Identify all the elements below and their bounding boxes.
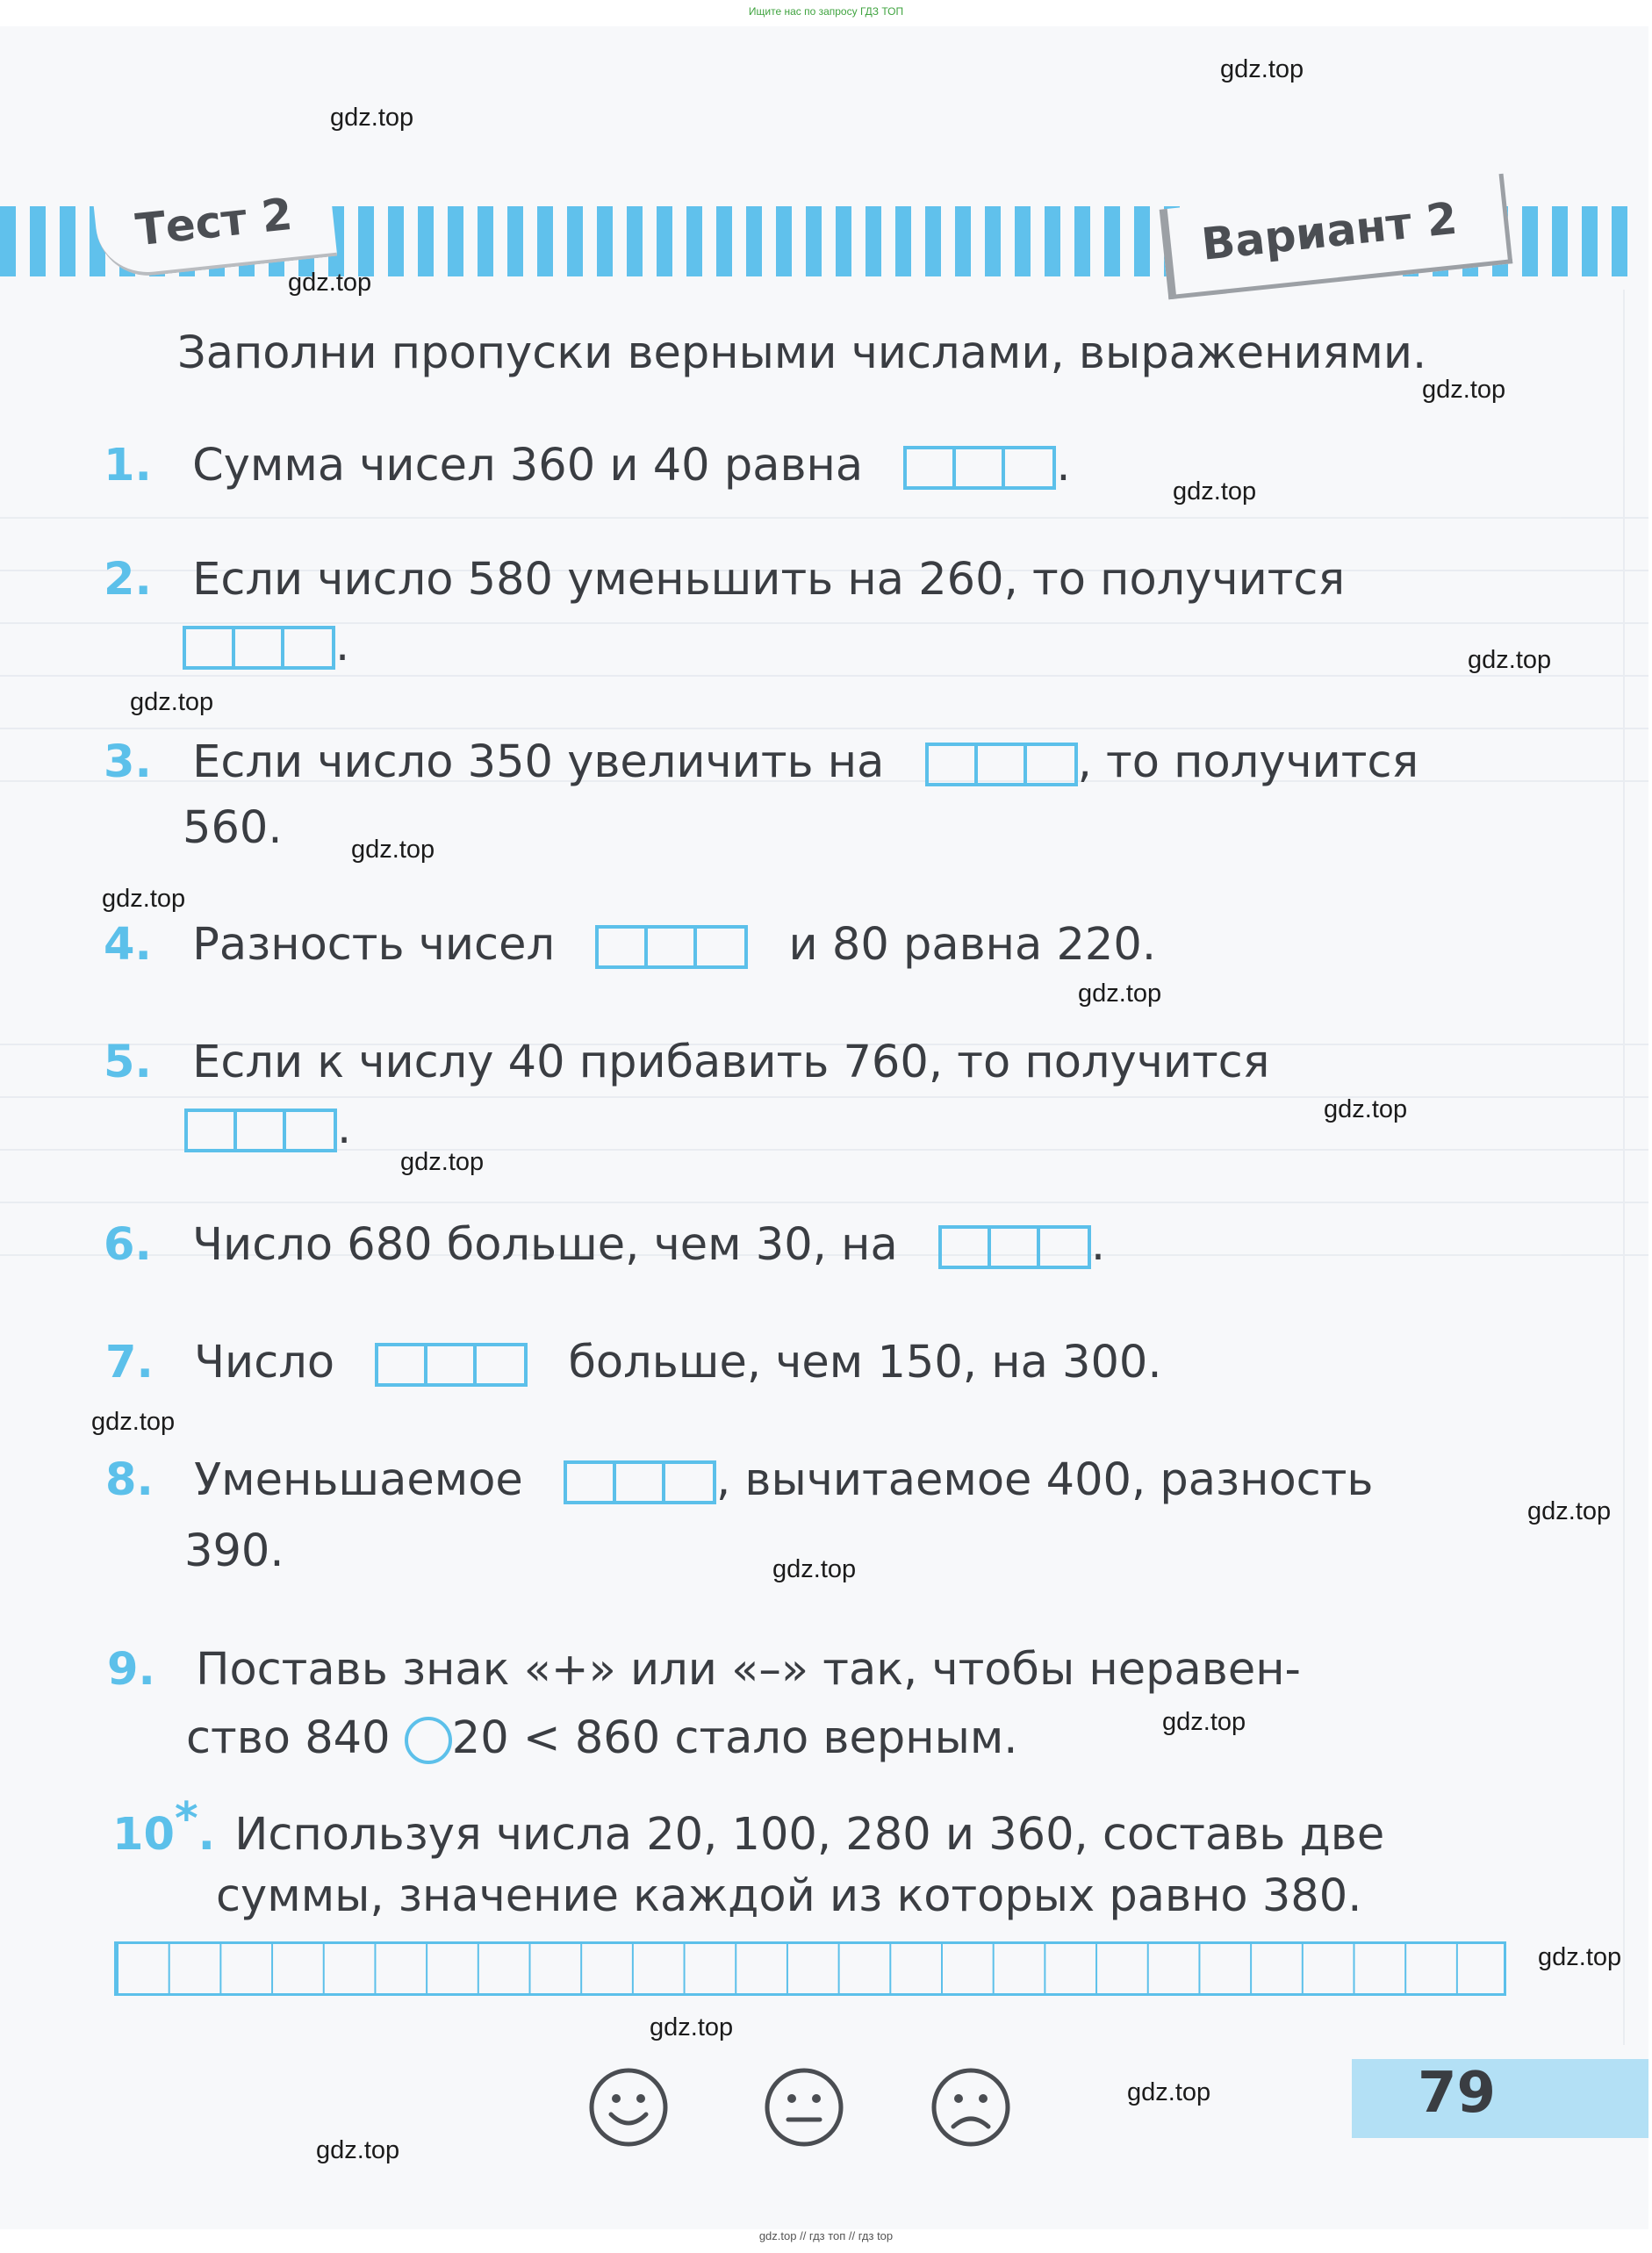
question-text: Число — [194, 1337, 335, 1388]
question-text: Разность чисел — [192, 919, 556, 971]
question-number: 8. — [105, 1454, 154, 1506]
question-3-line-2: 560. — [183, 802, 283, 854]
bottom-notice: gdz.top // гдз топ // гдз top — [758, 2229, 894, 2242]
question-number: 9. — [107, 1644, 155, 1696]
question-number: 1. — [104, 440, 152, 491]
watermark: gdz.top — [1078, 979, 1162, 1008]
star-mark: * — [174, 1793, 198, 1845]
question-number: 7. — [105, 1337, 154, 1388]
answer-strip[interactable] — [114, 1941, 1506, 1996]
question-text: Уменьшаемое — [194, 1454, 523, 1506]
question-9-line-2: ство 840 20 < 860 стало верным. — [186, 1712, 1018, 1764]
watermark: gdz.top — [1468, 646, 1552, 674]
watermark: gdz.top — [316, 2136, 400, 2164]
question-5 — [104, 1036, 1269, 1089]
question-8-line-2: 390. — [184, 1525, 284, 1577]
answer-box[interactable] — [564, 1460, 716, 1504]
top-notice: Ищите нас по запросу ГДЗ ТОП — [748, 5, 904, 18]
variant-label: Вариант 2 — [1199, 192, 1460, 270]
question-text: Используя числа 20, 100, 280 и 360, составь две — [234, 1809, 1385, 1861]
watermark: gdz.top — [1324, 1095, 1408, 1123]
question-10-line-2: суммы, значение каждой из которых равно 380. — [216, 1870, 1362, 1922]
question-text: Если число 350 увеличить на — [192, 736, 885, 788]
sign-circle[interactable] — [405, 1717, 452, 1764]
question-text: Если число 580 уменьшить на 260, то получится — [192, 554, 1346, 606]
watermark: gdz.top — [1538, 1943, 1622, 1971]
question-4: 4. Разность чисел и 80 равна 220. — [104, 919, 1157, 971]
watermark: gdz.top — [1527, 1497, 1612, 1525]
question-text: Число 680 больше, чем 30, на — [192, 1219, 898, 1271]
question-number: 6. — [104, 1219, 152, 1271]
answer-box[interactable] — [183, 626, 335, 670]
question-number: 2. — [104, 554, 152, 606]
watermark: gdz.top — [130, 688, 214, 716]
question-3: 3. Если число 350 увеличить на , то получится — [104, 736, 1419, 788]
watermark: gdz.top — [91, 1408, 176, 1436]
watermark: gdz.top — [1162, 1708, 1246, 1736]
watermark: gdz.top — [1173, 477, 1257, 506]
question-5-line-2: . — [184, 1101, 351, 1155]
answer-box[interactable] — [938, 1225, 1091, 1269]
question-6: 6. Число 680 больше, чем 30, на . — [104, 1219, 1106, 1271]
question-1: 1. Сумма чисел 360 и 40 равна . — [104, 440, 1071, 491]
test-label: Тест 2 — [133, 188, 295, 256]
question-2-line-2: . — [183, 619, 349, 672]
question-text: Поставь знак «+» или «–» так, чтобы неравен- — [196, 1644, 1301, 1696]
instruction: Заполни пропуски верными числами, выражениями. — [177, 327, 1427, 379]
page-number: 79 — [1418, 2061, 1497, 2126]
sad-face-icon[interactable] — [929, 2065, 1013, 2149]
question-2 — [104, 553, 1345, 606]
watermark: gdz.top — [1220, 55, 1304, 83]
question-8: 8. Уменьшаемое , вычитаемое 400, разность — [105, 1454, 1374, 1506]
question-7: 7. Число больше, чем 150, на 300. — [105, 1337, 1162, 1388]
question-number: 3. — [104, 736, 152, 788]
smile-icon[interactable] — [586, 2065, 671, 2149]
watermark: gdz.top — [102, 885, 186, 913]
page-number-band — [1352, 2059, 1648, 2138]
watermark: gdz.top — [351, 836, 435, 864]
question-number: 5. — [104, 1037, 152, 1088]
watermark: gdz.top — [330, 104, 414, 132]
question-9 — [107, 1643, 1301, 1697]
answer-box[interactable] — [184, 1109, 337, 1152]
answer-box[interactable] — [375, 1343, 528, 1387]
watermark: gdz.top — [650, 2013, 734, 2041]
watermark: gdz.top — [288, 269, 372, 297]
neutral-face-icon[interactable] — [762, 2065, 846, 2149]
question-10: 10*. Используя числа 20, 100, 280 и 360, составь две — [112, 1793, 1385, 1861]
question-number: 10 — [112, 1809, 175, 1861]
question-text: Если к числу 40 прибавить 760, то получится — [192, 1037, 1270, 1088]
watermark: gdz.top — [1422, 376, 1506, 404]
question-text: Сумма чисел 360 и 40 равна — [192, 440, 864, 491]
watermark: gdz.top — [772, 1555, 857, 1583]
watermark: gdz.top — [1127, 2078, 1211, 2106]
answer-box[interactable] — [903, 446, 1056, 490]
question-number: 4. — [104, 919, 152, 971]
watermark: gdz.top — [400, 1148, 485, 1176]
answer-box[interactable] — [925, 743, 1078, 786]
answer-box[interactable] — [595, 925, 748, 969]
